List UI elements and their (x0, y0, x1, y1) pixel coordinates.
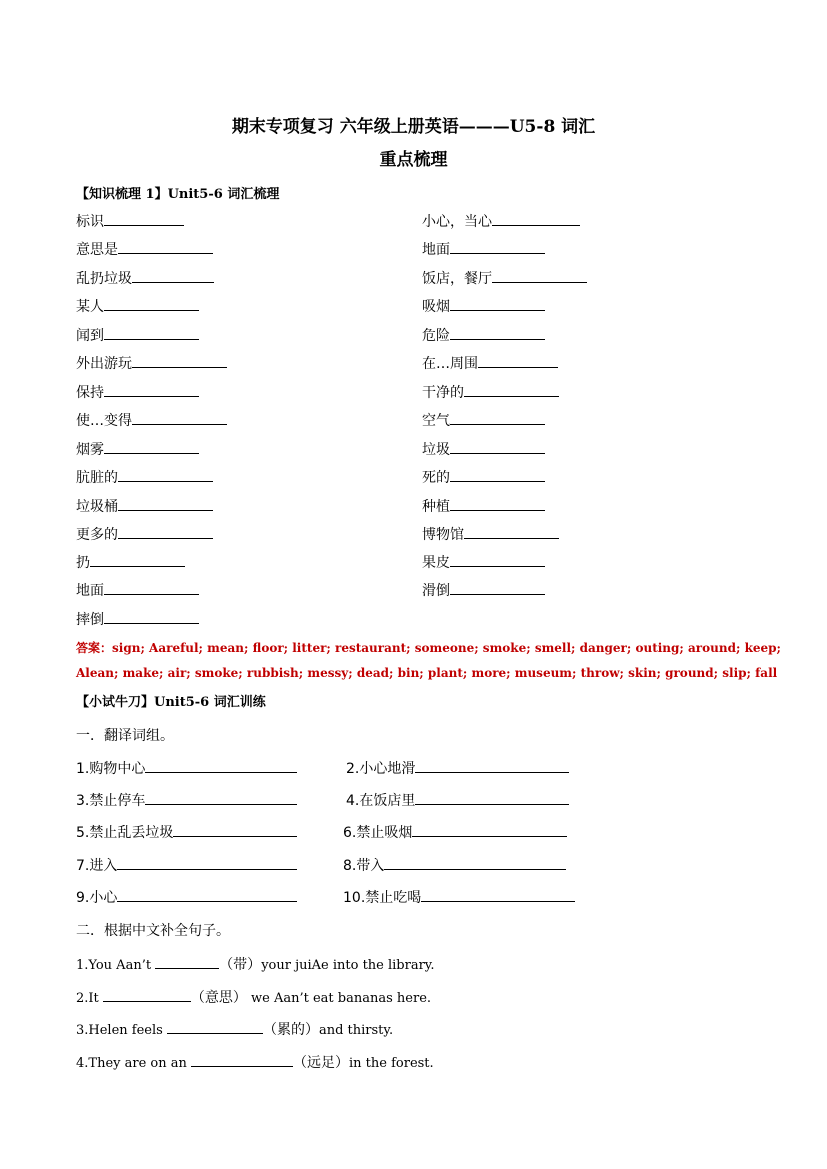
vocab-item: 扔 (76, 552, 185, 572)
phrase-item: 1.购物中心 (76, 758, 297, 778)
phrase-item: 4.在饭店里 (346, 790, 569, 810)
vocab-item: 闻到 (76, 325, 199, 345)
vocab-item: 垃圾 (422, 439, 545, 459)
page-subtitle: 重点梳理 (379, 150, 448, 170)
vocab-item: 垃圾桶 (76, 496, 213, 516)
phrase-item: 2.小心地滑 (346, 758, 569, 778)
answer-label: 答案： (76, 641, 113, 655)
vocab-item: 某人 (76, 296, 199, 316)
vocab-item: 使…变得 (76, 410, 227, 430)
vocab-item: 滑倒 (422, 580, 545, 600)
vocab-item: 吸烟 (422, 296, 545, 316)
vocab-item: 地面 (76, 580, 199, 600)
phrase-item: 8.带入 (343, 855, 566, 875)
phrase-item: 10.禁止吃喝 (343, 887, 575, 907)
vocab-item: 小心，当心 (422, 211, 580, 231)
phrase-item: 5.禁止乱丢垃圾 (76, 822, 297, 842)
vocab-item: 博物馆 (422, 524, 559, 544)
vocab-item: 烟雾 (76, 439, 199, 459)
vocab-item: 标识 (76, 211, 184, 231)
vocab-item: 外出游玩 (76, 353, 227, 373)
vocab-item: 空气 (422, 410, 545, 430)
phrase-item: 6.禁止吸烟 (343, 822, 567, 842)
vocab-item: 摔倒 (76, 609, 199, 629)
vocab-item: 意思是 (76, 239, 213, 259)
sentence-item: 1.You Aan’t （带）your juiAe into the library. (76, 954, 435, 974)
vocab-item: 地面 (422, 239, 545, 259)
sentence-item: 2.It （意思） we Aan’t eat bananas here. (76, 987, 431, 1007)
answer-line-1: 答案：sign; Aareful; mean; floor; litter; restaurant; someone; smoke; smell; danger; outing; around; keep; (76, 641, 781, 655)
page-title: 期末专项复习 六年级上册英语———U5-8 词汇 (231, 117, 596, 137)
vocab-item: 在…周围 (422, 353, 558, 373)
section-practice-title: 【小试牛刀】Unit5-6 词汇训练 (76, 695, 266, 710)
phrase-item: 9.小心 (76, 887, 297, 907)
vocab-item: 死的 (422, 467, 545, 487)
answer-line-2: Alean; make; air; smoke; rubbish; messy; dead; bin; plant; more; museum; throw; skin; ground; slip; fall (76, 666, 778, 680)
vocab-item: 乱扔垃圾 (76, 268, 214, 288)
sentence-item: 3.Helen feels （累的）and thirsty. (76, 1019, 393, 1039)
phrase-item: 7.进入 (76, 855, 297, 875)
vocab-item: 危险 (422, 325, 545, 345)
part1-title: 一．翻译词组。 (76, 728, 174, 744)
vocab-item: 肮脏的 (76, 467, 213, 487)
section-knowledge-title: 【知识梳理 1】Unit5-6 词汇梳理 (76, 187, 280, 202)
vocab-item: 饭店，餐厅 (422, 268, 587, 288)
part2-title: 二．根据中文补全句子。 (76, 923, 230, 939)
vocab-item: 果皮 (422, 552, 545, 572)
sentence-item: 4.They are on an （远足）in the forest. (76, 1052, 434, 1072)
vocab-item: 干净的 (422, 382, 559, 402)
vocab-item: 保持 (76, 382, 199, 402)
vocab-item: 种植 (422, 496, 545, 516)
phrase-item: 3.禁止停车 (76, 790, 297, 810)
vocab-item: 更多的 (76, 524, 213, 544)
